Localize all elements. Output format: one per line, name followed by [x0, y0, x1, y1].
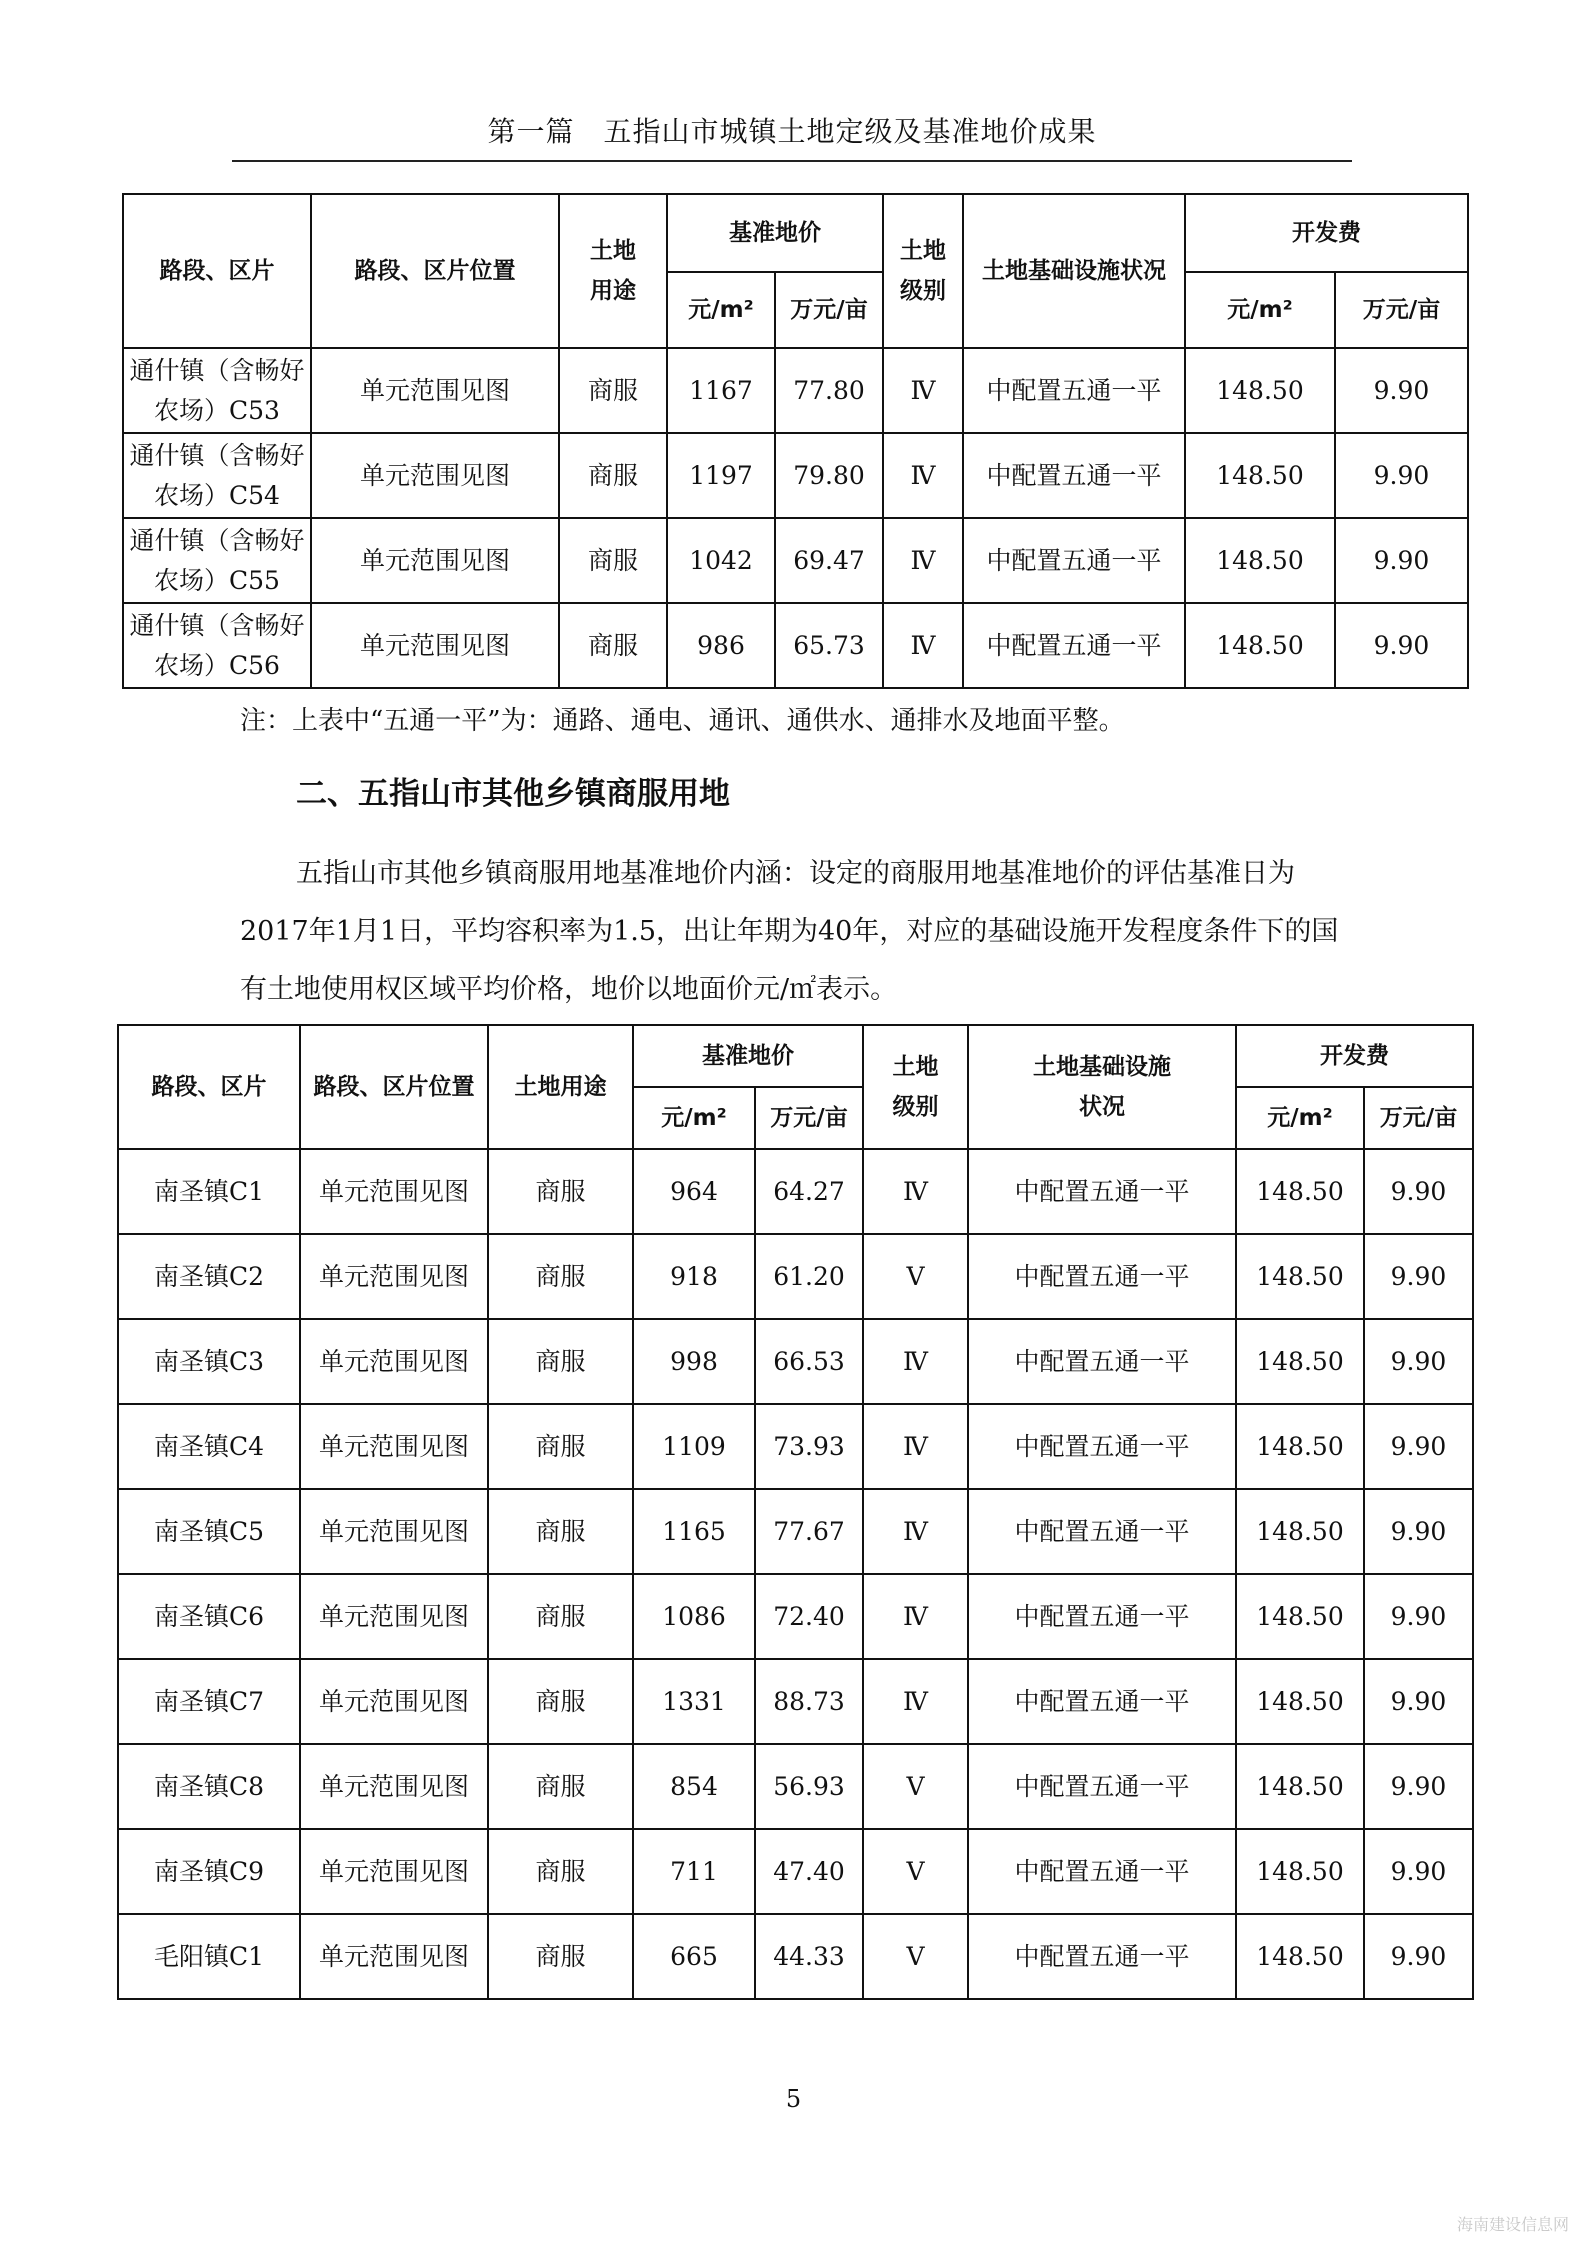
table-cell: 通什镇（含畅好农场）C54	[123, 433, 311, 518]
table-cell: 南圣镇C8	[118, 1744, 300, 1829]
col-price: 基准地价	[667, 194, 883, 272]
col-dev-yuan: 元/m²	[1185, 272, 1335, 348]
table-row	[118, 1829, 1473, 1914]
table-cell: 79.80	[775, 433, 883, 518]
table-cell: 单元范围见图	[300, 1404, 488, 1489]
table-cell: 单元范围见图	[300, 1319, 488, 1404]
table-cell: 通什镇（含畅好农场）C53	[123, 348, 311, 433]
table-cell: 9.90	[1364, 1234, 1473, 1319]
table-cell: 南圣镇C1	[118, 1149, 300, 1234]
col-usage: 土地 用途	[559, 194, 667, 348]
section-title: 二、五指山市其他乡镇商服用地	[296, 776, 730, 812]
table-cell: 1109	[633, 1404, 755, 1489]
table-cell: 中配置五通一平	[963, 603, 1185, 688]
table-cell: Ⅳ	[863, 1149, 968, 1234]
table-cell: 1197	[667, 433, 775, 518]
table-cell: 单元范围见图	[300, 1914, 488, 1999]
table-cell: Ⅴ	[863, 1914, 968, 1999]
table-cell: 964	[633, 1149, 755, 1234]
table-cell: 9.90	[1364, 1319, 1473, 1404]
table-cell: 商服	[488, 1574, 633, 1659]
table-cell: 148.50	[1236, 1234, 1364, 1319]
col-location: 路段、区片位置	[300, 1025, 488, 1149]
table-cell: 南圣镇C3	[118, 1319, 300, 1404]
table-cell: 9.90	[1364, 1659, 1473, 1744]
table-cell: 单元范围见图	[300, 1574, 488, 1659]
table-cell: 148.50	[1185, 348, 1335, 433]
table-cell: 61.20	[755, 1234, 863, 1319]
table-cell: Ⅳ	[863, 1404, 968, 1489]
table-row	[118, 1914, 1473, 1999]
table-cell: 72.40	[755, 1574, 863, 1659]
table-cell: 148.50	[1236, 1574, 1364, 1659]
table-cell: 中配置五通一平	[963, 348, 1185, 433]
section-paragraph	[240, 845, 1360, 1019]
table-cell: Ⅳ	[863, 1574, 968, 1659]
col-usage: 土地用途	[488, 1025, 633, 1149]
col-price-wan: 万元/亩	[775, 272, 883, 348]
table-cell: 148.50	[1185, 433, 1335, 518]
table-cell: 1167	[667, 348, 775, 433]
table-cell: 商服	[559, 348, 667, 433]
col-dev-wan: 万元/亩	[1364, 1087, 1473, 1149]
table-cell: 66.53	[755, 1319, 863, 1404]
table-cell: 9.90	[1364, 1829, 1473, 1914]
col-segment: 路段、区片	[118, 1025, 300, 1149]
col-segment: 路段、区片	[123, 194, 311, 348]
table-cell: 商服	[488, 1319, 633, 1404]
table-cell: 商服	[559, 603, 667, 688]
table-cell: 毛阳镇C1	[118, 1914, 300, 1999]
table-cell: 986	[667, 603, 775, 688]
table-cell: 9.90	[1335, 518, 1468, 603]
table-cell: 148.50	[1236, 1404, 1364, 1489]
table-cell: 65.73	[775, 603, 883, 688]
table-cell: 1331	[633, 1659, 755, 1744]
table-cell: 中配置五通一平	[963, 518, 1185, 603]
table-cell: 南圣镇C4	[118, 1404, 300, 1489]
table-cell: 南圣镇C2	[118, 1234, 300, 1319]
table-cell: 64.27	[755, 1149, 863, 1234]
table-cell: 1086	[633, 1574, 755, 1659]
table-row	[118, 1659, 1473, 1744]
table-cell: 南圣镇C6	[118, 1574, 300, 1659]
table-cell: 单元范围见图	[300, 1234, 488, 1319]
table-cell: Ⅳ	[883, 348, 963, 433]
table-cell: 9.90	[1335, 348, 1468, 433]
table-cell: 单元范围见图	[300, 1744, 488, 1829]
table-row	[123, 603, 1468, 688]
col-dev: 开发费	[1236, 1025, 1473, 1087]
paragraph-line: 五指山市其他乡镇商服用地基准地价内涵：设定的商服用地基准地价的评估基准日为	[296, 858, 1295, 889]
table-cell: 商服	[488, 1489, 633, 1574]
table-cell: 商服	[488, 1829, 633, 1914]
table-cell: 南圣镇C9	[118, 1829, 300, 1914]
table-cell: 中配置五通一平	[968, 1574, 1236, 1659]
table-row	[123, 433, 1468, 518]
table-cell: 单元范围见图	[300, 1659, 488, 1744]
table-cell: 商服	[488, 1404, 633, 1489]
col-price: 基准地价	[633, 1025, 863, 1087]
table-row	[118, 1149, 1473, 1234]
table-cell: 中配置五通一平	[968, 1404, 1236, 1489]
table-cell: 148.50	[1185, 603, 1335, 688]
table-cell: 通什镇（含畅好农场）C56	[123, 603, 311, 688]
col-price-yuan: 元/m²	[667, 272, 775, 348]
table-cell: 73.93	[755, 1404, 863, 1489]
table-cell: 南圣镇C5	[118, 1489, 300, 1574]
table-cell: 通什镇（含畅好农场）C55	[123, 518, 311, 603]
table-row	[118, 1489, 1473, 1574]
col-grade: 土地 级别	[863, 1025, 968, 1149]
table-cell: 1042	[667, 518, 775, 603]
table-row	[123, 348, 1468, 433]
table-cell: Ⅳ	[863, 1489, 968, 1574]
table-cell: 单元范围见图	[300, 1489, 488, 1574]
table-cell: 854	[633, 1744, 755, 1829]
table-cell: 148.50	[1236, 1829, 1364, 1914]
table-cell: 9.90	[1364, 1489, 1473, 1574]
table-cell: 单元范围见图	[300, 1829, 488, 1914]
table-cell: 56.93	[755, 1744, 863, 1829]
table-cell: 665	[633, 1914, 755, 1999]
table-cell: 商服	[488, 1659, 633, 1744]
table-cell: 单元范围见图	[311, 518, 559, 603]
price-table-1	[122, 193, 1469, 689]
table-cell: 单元范围见图	[300, 1149, 488, 1234]
table-cell: 69.47	[775, 518, 883, 603]
table-cell: 商服	[488, 1149, 633, 1234]
table-cell: 148.50	[1236, 1489, 1364, 1574]
col-dev: 开发费	[1185, 194, 1468, 272]
col-grade: 土地 级别	[883, 194, 963, 348]
table-cell: 单元范围见图	[311, 603, 559, 688]
table-cell: 中配置五通一平	[968, 1744, 1236, 1829]
table-cell: 148.50	[1236, 1149, 1364, 1234]
col-infra: 土地基础设施状况	[963, 194, 1185, 348]
table-cell: 148.50	[1185, 518, 1335, 603]
table-cell: 商服	[488, 1234, 633, 1319]
table-row	[123, 518, 1468, 603]
table-cell: 711	[633, 1829, 755, 1914]
table-cell: Ⅴ	[863, 1829, 968, 1914]
table-cell: 918	[633, 1234, 755, 1319]
table-row	[118, 1234, 1473, 1319]
table-cell: 77.67	[755, 1489, 863, 1574]
table-cell: Ⅳ	[883, 518, 963, 603]
table-cell: 单元范围见图	[311, 348, 559, 433]
price-table-2	[117, 1024, 1474, 2000]
table-cell: 148.50	[1236, 1659, 1364, 1744]
page-number: 5	[785, 2085, 802, 2113]
table-cell: 9.90	[1364, 1404, 1473, 1489]
table-cell: 中配置五通一平	[968, 1659, 1236, 1744]
table-cell: 148.50	[1236, 1914, 1364, 1999]
table-cell: 中配置五通一平	[968, 1149, 1236, 1234]
table-row	[118, 1319, 1473, 1404]
table-cell: 47.40	[755, 1829, 863, 1914]
table-cell: 商服	[559, 433, 667, 518]
table-cell: 中配置五通一平	[968, 1319, 1236, 1404]
table-cell: 9.90	[1364, 1744, 1473, 1829]
table-cell: 商服	[488, 1744, 633, 1829]
table-cell: 9.90	[1364, 1914, 1473, 1999]
table-cell: 44.33	[755, 1914, 863, 1999]
table-cell: 77.80	[775, 348, 883, 433]
table-row	[118, 1574, 1473, 1659]
table-cell: 148.50	[1236, 1319, 1364, 1404]
table-cell: 中配置五通一平	[963, 433, 1185, 518]
table-cell: 中配置五通一平	[968, 1829, 1236, 1914]
table-cell: 中配置五通一平	[968, 1914, 1236, 1999]
table-row	[118, 1404, 1473, 1489]
col-dev-wan: 万元/亩	[1335, 272, 1468, 348]
table-cell: 9.90	[1335, 603, 1468, 688]
table-cell: 1165	[633, 1489, 755, 1574]
col-price-wan: 万元/亩	[755, 1087, 863, 1149]
page-header: 第一篇 五指山市城镇土地定级及基准地价成果	[232, 110, 1352, 162]
table-cell: 中配置五通一平	[968, 1489, 1236, 1574]
paragraph-line: 2017年1月1日，平均容积率为1.5，出让年期为40年，对应的基础设施开发程度条件下的国	[240, 916, 1339, 947]
table-note: 注：上表中“五通一平”为：通路、通电、通讯、通供水、通排水及地面平整。	[240, 706, 1125, 736]
table-cell: 9.90	[1364, 1149, 1473, 1234]
table-cell: 商服	[559, 518, 667, 603]
table-cell: Ⅳ	[883, 603, 963, 688]
table-cell: 148.50	[1236, 1744, 1364, 1829]
table-cell: Ⅳ	[883, 433, 963, 518]
table-cell: 南圣镇C7	[118, 1659, 300, 1744]
watermark: 海南建设信息网	[1456, 2215, 1569, 2234]
table-row	[118, 1744, 1473, 1829]
paragraph-line: 有土地使用权区域平均价格，地价以地面价元/㎡表示。	[240, 974, 898, 1005]
col-price-yuan: 元/m²	[633, 1087, 755, 1149]
col-infra: 土地基础设施 状况	[968, 1025, 1236, 1149]
table-cell: 88.73	[755, 1659, 863, 1744]
table-cell: 商服	[488, 1914, 633, 1999]
table-cell: 998	[633, 1319, 755, 1404]
table-cell: Ⅴ	[863, 1744, 968, 1829]
table-cell: Ⅳ	[863, 1319, 968, 1404]
table-cell: Ⅳ	[863, 1659, 968, 1744]
table-cell: 9.90	[1335, 433, 1468, 518]
table-cell: 中配置五通一平	[968, 1234, 1236, 1319]
table-cell: Ⅴ	[863, 1234, 968, 1319]
col-dev-yuan: 元/m²	[1236, 1087, 1364, 1149]
table-cell: 9.90	[1364, 1574, 1473, 1659]
col-location: 路段、区片位置	[311, 194, 559, 348]
table-cell: 单元范围见图	[311, 433, 559, 518]
